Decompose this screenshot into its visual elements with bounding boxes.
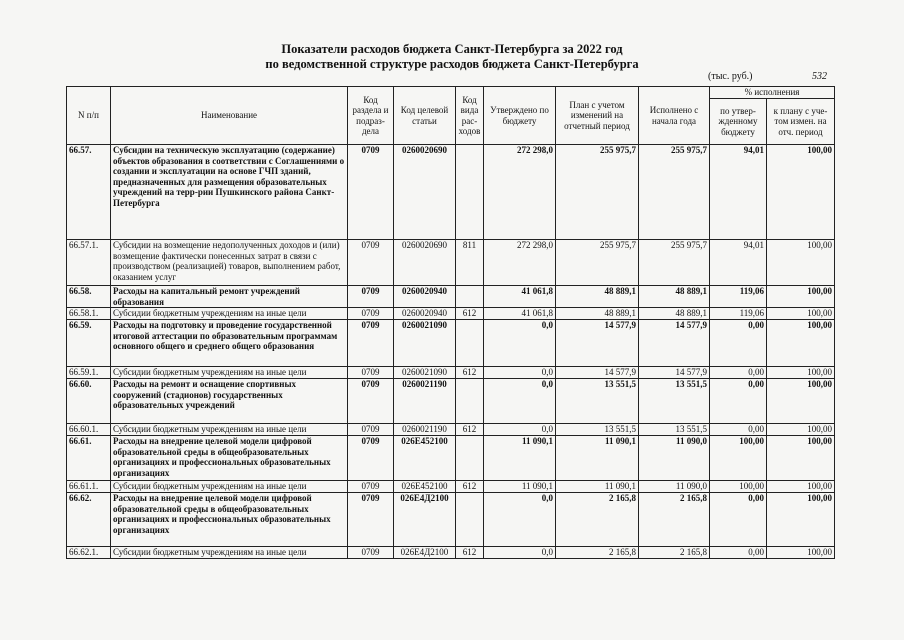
cell-approved: 0,0 xyxy=(484,547,556,559)
cell-num: 66.58. xyxy=(67,286,111,308)
cell-num: 66.59. xyxy=(67,320,111,367)
cell-name: Расходы на внедрение целевой модели цифровой образовательной среды в общеобразовательных организациях и профессиональных образовательных организациях xyxy=(111,493,348,547)
cell-target: 0260020940 xyxy=(394,286,456,308)
cell-type xyxy=(456,379,484,424)
table-row xyxy=(67,320,835,367)
cell-approved: 0,0 xyxy=(484,320,556,367)
cell-name: Субсидии на техническую эксплуатацию (содержание) объектов образования в соответствии с Соглашениями о создании и эксплуатации на основе ГЧП зданий, предназначенных для размещения образовательных учреждений на терр-рии Пушкинского района Санкт-Петербурга xyxy=(111,145,348,240)
cell-pct-plan: 100,00 xyxy=(767,547,835,559)
cell-section: 0709 xyxy=(348,493,394,547)
cell-num: 66.57. xyxy=(67,145,111,240)
cell-pct-approved: 0,00 xyxy=(710,424,767,436)
cell-approved: 11 090,1 xyxy=(484,481,556,493)
cell-approved: 0,0 xyxy=(484,367,556,379)
cell-num: 66.59.1. xyxy=(67,367,111,379)
cell-target: 0260020690 xyxy=(394,145,456,240)
cell-plan: 2 165,8 xyxy=(556,493,639,547)
expenditure-table xyxy=(66,86,835,559)
cell-type xyxy=(456,320,484,367)
cell-section: 0709 xyxy=(348,320,394,367)
table-row xyxy=(67,145,835,240)
cell-pct-plan: 100,00 xyxy=(767,481,835,493)
cell-approved: 11 090,1 xyxy=(484,436,556,481)
header-pct-approved: по утвер-жденному бюджету xyxy=(710,99,767,145)
header-name: Наименование xyxy=(111,87,348,145)
cell-plan: 255 975,7 xyxy=(556,145,639,240)
header-section: Код раздела и подраз-дела xyxy=(348,87,394,145)
cell-plan: 11 090,1 xyxy=(556,481,639,493)
cell-executed: 2 165,8 xyxy=(639,493,710,547)
cell-type xyxy=(456,493,484,547)
cell-section: 0709 xyxy=(348,481,394,493)
cell-pct-approved: 0,00 xyxy=(710,493,767,547)
cell-pct-plan: 100,00 xyxy=(767,367,835,379)
table-row xyxy=(67,240,835,286)
cell-section: 0709 xyxy=(348,240,394,286)
header-type: Код вида рас-ходов xyxy=(456,87,484,145)
cell-num: 66.60.1. xyxy=(67,424,111,436)
cell-num: 66.62.1. xyxy=(67,547,111,559)
cell-num: 66.57.1. xyxy=(67,240,111,286)
cell-plan: 48 889,1 xyxy=(556,308,639,320)
cell-pct-approved: 100,00 xyxy=(710,481,767,493)
cell-name: Субсидии бюджетным учреждениям на иные цели xyxy=(111,547,348,559)
table-body xyxy=(67,145,835,559)
cell-pct-approved: 100,00 xyxy=(710,436,767,481)
cell-plan: 14 577,9 xyxy=(556,367,639,379)
cell-plan: 13 551,5 xyxy=(556,379,639,424)
cell-plan: 255 975,7 xyxy=(556,240,639,286)
table-row xyxy=(67,481,835,493)
cell-section: 0709 xyxy=(348,547,394,559)
cell-num: 66.62. xyxy=(67,493,111,547)
cell-pct-plan: 100,00 xyxy=(767,493,835,547)
cell-section: 0709 xyxy=(348,145,394,240)
cell-target: 0260021190 xyxy=(394,379,456,424)
cell-target: 026Е452100 xyxy=(394,436,456,481)
cell-name: Субсидии бюджетным учреждениям на иные цели xyxy=(111,424,348,436)
table-row xyxy=(67,424,835,436)
cell-pct-approved: 119,06 xyxy=(710,286,767,308)
cell-approved: 41 061,8 xyxy=(484,286,556,308)
cell-section: 0709 xyxy=(348,379,394,424)
cell-approved: 0,0 xyxy=(484,379,556,424)
cell-plan: 2 165,8 xyxy=(556,547,639,559)
cell-target: 0260021190 xyxy=(394,424,456,436)
units-label: (тыс. руб.) xyxy=(708,71,753,82)
cell-executed: 14 577,9 xyxy=(639,367,710,379)
cell-executed: 13 551,5 xyxy=(639,424,710,436)
cell-approved: 272 298,0 xyxy=(484,240,556,286)
cell-name: Расходы на внедрение целевой модели цифровой образовательной среды в общеобразовательных организациях и профессиональных образовательных организациях xyxy=(111,436,348,481)
cell-plan: 13 551,5 xyxy=(556,424,639,436)
cell-pct-plan: 100,00 xyxy=(767,145,835,240)
cell-approved: 272 298,0 xyxy=(484,145,556,240)
cell-type xyxy=(456,145,484,240)
table-row xyxy=(67,547,835,559)
cell-section: 0709 xyxy=(348,286,394,308)
cell-type: 612 xyxy=(456,547,484,559)
cell-section: 0709 xyxy=(348,308,394,320)
cell-executed: 48 889,1 xyxy=(639,308,710,320)
cell-executed: 255 975,7 xyxy=(639,145,710,240)
cell-name: Субсидии бюджетным учреждениям на иные цели xyxy=(111,367,348,379)
cell-pct-approved: 0,00 xyxy=(710,320,767,367)
cell-target: 0260021090 xyxy=(394,367,456,379)
cell-pct-plan: 100,00 xyxy=(767,308,835,320)
cell-num: 66.60. xyxy=(67,379,111,424)
cell-num: 66.61.1. xyxy=(67,481,111,493)
cell-executed: 14 577,9 xyxy=(639,320,710,367)
cell-pct-plan: 100,00 xyxy=(767,240,835,286)
cell-target: 026Е4Д2100 xyxy=(394,493,456,547)
cell-name: Расходы на капитальный ремонт учреждений образования xyxy=(111,286,348,308)
cell-type: 612 xyxy=(456,481,484,493)
header-executed: Исполнено с начала года xyxy=(639,87,710,145)
cell-section: 0709 xyxy=(348,424,394,436)
cell-name: Субсидии бюджетным учреждениям на иные цели xyxy=(111,481,348,493)
table-row xyxy=(67,367,835,379)
document-title-line2: по ведомственной структуре расходов бюджета Санкт-Петербурга xyxy=(265,57,639,71)
table-row xyxy=(67,308,835,320)
cell-pct-plan: 100,00 xyxy=(767,286,835,308)
cell-type: 612 xyxy=(456,424,484,436)
header-approved: Утверждено по бюджету xyxy=(484,87,556,145)
cell-pct-plan: 100,00 xyxy=(767,436,835,481)
cell-plan: 48 889,1 xyxy=(556,286,639,308)
cell-name: Субсидии бюджетным учреждениям на иные цели xyxy=(111,308,348,320)
cell-type: 811 xyxy=(456,240,484,286)
table-row xyxy=(67,379,835,424)
document-title-line1: Показатели расходов бюджета Санкт-Петербурга за 2022 год xyxy=(281,42,623,56)
cell-num: 66.61. xyxy=(67,436,111,481)
cell-executed: 13 551,5 xyxy=(639,379,710,424)
cell-target: 0260020940 xyxy=(394,308,456,320)
table-row xyxy=(67,436,835,481)
header-pct-group: % исполнения xyxy=(710,87,835,99)
cell-name: Расходы на ремонт и оснащение спортивных сооружений (стадионов) государственных образовательных учреждений xyxy=(111,379,348,424)
cell-section: 0709 xyxy=(348,436,394,481)
cell-target: 0260020690 xyxy=(394,240,456,286)
cell-pct-approved: 0,00 xyxy=(710,547,767,559)
cell-executed: 2 165,8 xyxy=(639,547,710,559)
cell-pct-plan: 100,00 xyxy=(767,320,835,367)
header-num: N п/п xyxy=(67,87,111,145)
cell-type: 612 xyxy=(456,367,484,379)
cell-pct-plan: 100,00 xyxy=(767,424,835,436)
cell-type xyxy=(456,286,484,308)
cell-target: 0260021090 xyxy=(394,320,456,367)
header-target: Код целевой статьи xyxy=(394,87,456,145)
cell-executed: 11 090,0 xyxy=(639,436,710,481)
cell-num: 66.58.1. xyxy=(67,308,111,320)
page-number: 532 xyxy=(812,71,827,82)
cell-plan: 11 090,1 xyxy=(556,436,639,481)
cell-approved: 41 061,8 xyxy=(484,308,556,320)
table-row xyxy=(67,493,835,547)
header-plan: План с учетом изменений на отчетный период xyxy=(556,87,639,145)
cell-type xyxy=(456,436,484,481)
cell-pct-approved: 0,00 xyxy=(710,379,767,424)
cell-pct-approved: 119,06 xyxy=(710,308,767,320)
cell-executed: 48 889,1 xyxy=(639,286,710,308)
cell-name: Расходы на подготовку и проведение государственной итоговой аттестации по образовательным программам основного общего и среднего общего образования xyxy=(111,320,348,367)
cell-name: Субсидии на возмещение недополученных доходов и (или) возмещение фактически понесенных затрат в связи с производством (реализацией) товаров, выполнением работ, оказанием услуг xyxy=(111,240,348,286)
cell-section: 0709 xyxy=(348,367,394,379)
cell-executed: 255 975,7 xyxy=(639,240,710,286)
cell-approved: 0,0 xyxy=(484,493,556,547)
cell-pct-approved: 94,01 xyxy=(710,145,767,240)
cell-pct-approved: 0,00 xyxy=(710,367,767,379)
header-pct-plan: к плану с уче-том измен. на отч. период xyxy=(767,99,835,145)
table-row xyxy=(67,286,835,308)
cell-pct-approved: 94,01 xyxy=(710,240,767,286)
cell-pct-plan: 100,00 xyxy=(767,379,835,424)
cell-type: 612 xyxy=(456,308,484,320)
cell-executed: 11 090,0 xyxy=(639,481,710,493)
cell-plan: 14 577,9 xyxy=(556,320,639,367)
cell-target: 026Е4Д2100 xyxy=(394,547,456,559)
cell-target: 026Е452100 xyxy=(394,481,456,493)
cell-approved: 0,0 xyxy=(484,424,556,436)
